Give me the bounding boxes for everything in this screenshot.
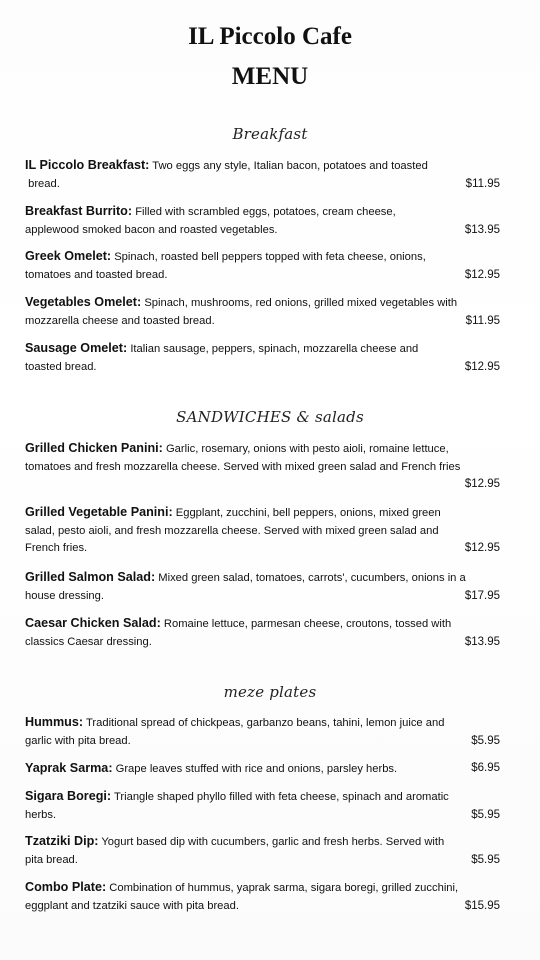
item-price: $11.95: [465, 177, 500, 190]
item-price: $12.95: [464, 478, 500, 490]
menu-item: [25, 615, 513, 651]
menu-item: [25, 504, 513, 558]
item-description: Spinach, roasted bell peppers topped with feta cheese, onions,: [114, 251, 426, 263]
item-name: Vegetables Omelet:: [25, 295, 142, 309]
item-price: $13.95: [464, 223, 500, 236]
item-description: Triangle shaped phyllo filled with feta cheese, spinach and aromatic: [113, 791, 449, 803]
item-description-cont: pita bread.: [25, 853, 78, 866]
item-price: $5.95: [471, 734, 500, 747]
menu-item: [25, 788, 513, 824]
item-name: Grilled Salmon Salad:: [25, 570, 156, 584]
item-description: Italian sausage, peppers, spinach, mozzarella cheese and: [130, 343, 419, 355]
item-description: Eggplant, zucchini, bell peppers, onions, mixed green: [175, 507, 441, 519]
menu-item: [25, 340, 513, 376]
menu-item: [25, 569, 513, 605]
item-name: Grilled Vegetable Panini:: [25, 505, 173, 519]
item-name: Caesar Chicken Salad:: [25, 616, 161, 630]
menu-item: [25, 248, 513, 284]
section-meze-plates: meze plates: [223, 683, 317, 701]
menu-item: [25, 157, 513, 193]
menu-item: [25, 760, 513, 779]
item-description: Grape leaves stuffed with rice and onions, parsley herbs.: [115, 763, 398, 775]
item-price: $13.95: [464, 635, 500, 648]
item-price: $15.95: [464, 899, 500, 912]
item-description-cont: applewood smoked bacon and roasted vegetables.: [25, 223, 278, 236]
item-price: $12.95: [464, 360, 500, 373]
item-name: Greek Omelet:: [25, 249, 112, 263]
item-description: Mixed green salad, tomatoes, carrots', cucumbers, onions in a: [158, 572, 466, 584]
item-description-cont: tomatoes and toasted bread.: [25, 268, 168, 281]
item-name: Sausage Omelet:: [25, 341, 128, 355]
item-description-cont: bread.: [28, 177, 60, 190]
item-name: IL Piccolo Breakfast:: [25, 158, 150, 172]
item-price: $6.95: [471, 762, 500, 774]
item-description: Two eggs any style, Italian bacon, potatoes and toasted: [152, 160, 428, 172]
item-price: $5.95: [471, 808, 500, 821]
item-description: Yogurt based dip with cucumbers, garlic and fresh herbs. Served with: [101, 836, 445, 848]
menu-item: [25, 440, 513, 494]
item-description: Romaine lettuce, parmesan cheese, croutons, tossed with: [163, 618, 452, 630]
item-description-cont: herbs.: [25, 808, 57, 821]
item-name: Hummus:: [25, 715, 84, 729]
menu-item: [25, 294, 513, 330]
item-description-cont: French fries.: [25, 542, 88, 554]
item-description: Combination of hummus, yaprak sarma, sigara boregi, grilled zucchini,: [109, 882, 459, 894]
section-sandwiches-salads: SANDWICHES & salads: [176, 408, 364, 426]
item-description: Spinach, mushrooms, red onions, grilled mixed vegetables with: [144, 297, 458, 309]
item-name: Combo Plate:: [25, 880, 107, 894]
item-price: $12.95: [464, 268, 500, 281]
item-description: Traditional spread of chickpeas, garbanzo beans, tahini, lemon juice and: [85, 717, 445, 729]
item-description-cont: salad, pesto aioli, and fresh mozzarella cheese. Served with mixed green salad and: [25, 524, 439, 537]
item-price: $12.95: [464, 542, 500, 554]
item-name: Breakfast Burrito:: [25, 204, 133, 218]
item-description-cont: classics Caesar dressing.: [25, 635, 152, 648]
section-breakfast: Breakfast: [232, 125, 308, 143]
item-name: Tzatziki Dip:: [25, 834, 99, 848]
cafe-title: IL Piccolo Cafe: [188, 23, 352, 50]
item-description-cont: tomatoes and fresh mozzarella cheese. Served with mixed green salad and French fries: [25, 460, 461, 473]
item-name: Grilled Chicken Panini:: [25, 441, 163, 455]
menu-item: [25, 833, 513, 869]
item-price: $17.95: [464, 589, 500, 602]
menu-item: [25, 879, 513, 915]
item-name: Sigara Boregi:: [25, 789, 112, 803]
item-description: Garlic, rosemary, onions with pesto aioli, romaine lettuce,: [165, 443, 449, 455]
item-description-cont: house dressing.: [25, 589, 104, 602]
item-description-cont: garlic with pita bread.: [25, 734, 131, 747]
menu-heading: MENU: [231, 63, 309, 90]
item-price: $5.95: [471, 853, 500, 866]
item-name: Yaprak Sarma:: [25, 761, 113, 775]
item-description: Filled with scrambled eggs, potatoes, cream cheese,: [135, 206, 396, 218]
item-price: $11.95: [465, 314, 500, 327]
menu-item: [25, 203, 513, 239]
item-description-cont: eggplant and tzatziki sauce with pita bread.: [25, 899, 239, 912]
item-description-cont: mozzarella cheese and toasted bread.: [25, 314, 215, 327]
menu-item: [25, 714, 513, 750]
item-description-cont: toasted bread.: [25, 360, 97, 373]
